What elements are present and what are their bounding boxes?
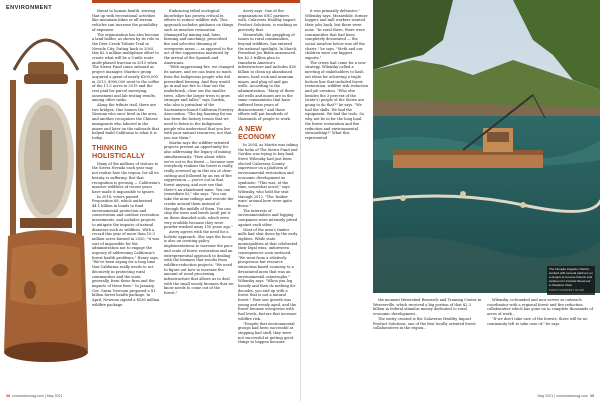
paragraph: Embracing tribal ecological knowledge has proven critical in efforts to reduce wildfire risk. This approach includes guidance on things such as meadow restoration (damaged by mining and, later, farming and ranching), prescribed fire and selective thinning of overgrown areas — as opposed to the act of fire suppression instituted by the arrival of the Spanish and Americans. — [164, 9, 234, 65]
paragraph: In 2018, voters passed Proposition 68, which authorized $4.1 billion in bonds to fund environmental protection and conservation and outdoor recreation investments, and includes projects to mitigate the impacts of natural disasters such as wildfires. With a record this year of more than 10.3 million acres burned in 2020, "it was sort of impossible for the administration not to engage the urgency of addressing California's forest health problems," Henry says. "We've been saying for a long time that California really needs to act decisively in protecting rural communities and the state, generally, from these fires and the impacts of these fires." In January, Gov. Gavin Newsom proposed a $1 billion forest health package. In April, Newsom signed a $536 million wildfire package. — [92, 194, 160, 307]
article-column-2 — [164, 9, 234, 387]
right-footer — [538, 394, 594, 398]
caption-text: The Nevada Irrigation District worked with several partners on a project to remove historic and sediment in Combie Reservoir in Meadow Vista. — [549, 267, 593, 287]
page-number: 38 — [6, 394, 10, 398]
reservoir-photo — [373, 0, 600, 293]
paragraph: Wilensky co-founded and now serves as outreach coordinator with a regional forest and fire reduction collaborative which has gone on to complete thousands of acres of work... — [487, 298, 593, 317]
article-column-3 — [238, 9, 298, 387]
page-number: 39 — [590, 394, 594, 398]
photo-credit: PHOTO COURTESY OF NID — [549, 288, 584, 292]
paragraph: it was primarily defensive," Wilensky says. Meanwhile, former loggers and mill workers wanted their jobs back, but there were none. "In rural there, there were communities that had been completely devastated — the social meadow below was off the charts," he says. "Meth and our children were our biggest exports." — [305, 9, 368, 61]
section-label: ENVIRONMENT — [6, 5, 53, 11]
paragraph: Many of the millions of visitors to the Sierra Nevada each year may not realize how the region, for all its beauty, is suffering. But that recognition is growing — California's massive wildfires of recent years have made it impossible to ignore. — [92, 161, 160, 194]
paragraph: the moment Watershed Research and Training Center in Weaverville, which received a big portion of that $2.3 billion in federal stimulus money dedicated to rural economic development... — [373, 298, 482, 317]
photo-caption — [547, 266, 595, 295]
paragraph: The crises had come for a new strategy. Wilensky called a meeting of stakeholders to hash out ideas for achieving a triple bottom line that included forest restoration, wildfire risk reduction and job creation. "Who else besides the 3 percent of the (state's) people of the Sierra are going to do that?" he says. "We had the skills. We had the equipment. We had the tools. So why not be in for the long haul, the forest restoration and fire reduction and environmental stewardship?" What this represented — [305, 60, 369, 140]
paragraph: Most of the area's timber mills had shut down by the early eighties. While state municipalities at that celebrated their legal wins, unforeseen consequences soon surfaced. "We went from a relatively prosperous but resource extraction-based economy to a devastated mess that was an environmental catastrophe," Wilensky says. "When you log heavily and then do nothing for decades, you end up with a forest that is not a natural forest." How one growth was young and evenly aged, and the forest became overgrown with fuel levels, factors that increase wildfire risk. — [238, 227, 298, 321]
right-page — [300, 0, 600, 401]
subheading-new-economy: A NEW ECONOMY — [238, 123, 276, 141]
paragraph: The entity created is the Calaveras Healthy Impact Product Solutions, one of the first locally oriented forest collaboratives in the region... — [373, 316, 476, 331]
subheading-thinking-holistically: THINKING HOLISTICALLY — [92, 142, 145, 160]
article-column-4 — [305, 9, 369, 387]
article-column-1 — [92, 9, 160, 387]
left-footer — [6, 394, 62, 398]
paragraph: The interests of environmentalists and logging companies were intensely pitted against each other. — [238, 208, 298, 227]
lantern-photo — [0, 0, 92, 401]
footer-text: May 2021 | comstocksmag.com — [537, 394, 588, 398]
paragraph: "If we don't take care of the forests, there will be no community left to take care of," he says. — [487, 316, 588, 326]
paragraph: threat to human health, stirring that up with recreational activities like mountain bikes or all-terrain vehicles can increase the possibility of exposure. — [92, 9, 158, 32]
article-column-5 — [373, 298, 483, 388]
article-column-6 — [487, 298, 597, 388]
footer-text: comstocksmag.com | May 2021 — [12, 394, 63, 398]
paragraph: Martin says the wildfire-oriented projects present an opportunity for also addressing the legacy of mining simultaneously. "How about while we're out in the forest — because now everybody realizes the forest is really, really screwed up in this era of clear-cutting and followed by an era of fire suppression — you're out in that forest anyway, and now see that there's an abandoned mine. You can (remediate it)," she says. "You can take the mine tailings and reroute the creeks around them instead of through the middle of them. You can chip the trees and brush (and) put it on these denuded soils, which were very erodible because they were powder-washed away 150 years ago." — [164, 140, 234, 230]
paragraph: Along the tribute trail, there are two bridges. One honors the Nisenan who once lived in the area, and another recognizes the Chinese immigrants who labored in the mines and later on the railroads that helped build California to what it is today. — [92, 103, 160, 140]
paragraph: Avery says. One of the organizations SNC partners with, Calaveras Healthy Impact Product Solutions, is working on precisely that. — [238, 9, 298, 32]
paragraph: Avery agrees with the need for a holistic approach. She says the focus is also on creating policy implementations to increase the pace and scale of forest restoration and an entrepreneurial approach to dealing with the biomass that results from wildfire-reduction projects. "We need to figure out how to increase the amount of wood processing infrastructure that allows us to deal with the small woody biomass that we know needs to come out of the forest," — [164, 230, 234, 296]
paragraph: In 2004, as Martin was taking the helm of The Sierra Fund and Gordon was trying to buy land, Steve Wilensky had just been elected Calaveras County supervisor on a platform of environmental restoration and economic development as symbiotic. "This was, at the time, somewhat novel," says Wilensky, who held the seat through 2012. "The 'timber wars' around here were quite fierce." — [238, 142, 298, 209]
paragraph: "With suppressing fire, we changed its nature, and we can learn so much from the Indigenous people who did prescribed burning. And they would go in and use fire to clear out the underbrush, clear out the smaller trees, allow the larger trees to grow stronger and taller," says Gordon, who also is president of the Sacramento-based California Forestry Association. "The big learning for me has been the history lesson that we need to listen to the Indigenous people who understood that you live with your natural resources, not that you use them." — [164, 65, 234, 140]
paragraph: "Despite that environmental groups had been successful at stopping bad stuff, they were not successful at getting good things to happen because — [238, 321, 295, 345]
paragraph: The organization has also become a land holder, as shown by its role in the Deer Creek Tribute Trail in Nevada City. Dating back to 2005, this $2.5 million multiphase effort to create what will be a 5-mile route multi-phased traction in 2015 when The Sierra Fund came onboard as project manager. Martin's group acquired a grant of nearly $200,000 in 2013, $900,000 went to the coffee of the 11.5 acres in 2019 and the rest paid for parcel surveying, assessment and lab testing results, among other tasks. — [92, 32, 160, 103]
paragraph: Meanwhile, the grappling of issues in rural communities, beyond wildfires, has entered the national spotlight. In March, President Joe Biden announced his $2.3 trillion plan to transform America's infrastructure and includes $36 billion to clean up abandoned mines, hard rock and uranium mines, and plug oil and gas wells. According to the administration, "Many of these old wells and mines are in the same communities that have suffered from years of disinvestment," and these efforts will put hundreds of thousands of people to work. — [238, 32, 298, 122]
